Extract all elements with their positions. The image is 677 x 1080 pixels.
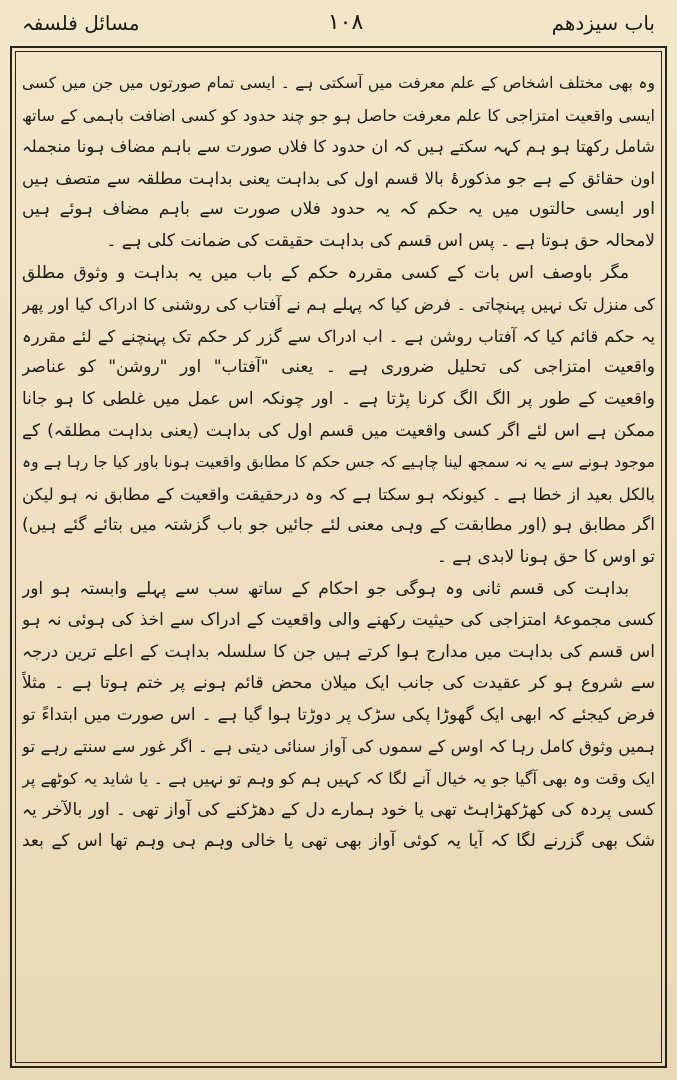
- text-line: تو اوس کا حق ہونا لابدی ہے ۔: [436, 546, 655, 567]
- text-line: ممکن ہے اس لئے اگر کسی واقعیت میں قسم اول کی بداہت (یعنی بداہت مطلقہ) کے: [22, 420, 655, 441]
- text-line: کسی پردہ کی کھڑکھڑاہٹ تھی یا خود ہمارے دل کے دھڑکنے کی آواز تھی ۔ اور بالآخر یہ: [22, 799, 655, 820]
- text-line: اس قسم کی بداہت میں مدارج ہوا کرتے ہیں جن کا سلسلہ بداہت کے اعلے ترین درجہ: [22, 641, 655, 662]
- text-line: سے شروع ہو کر عقیدت کی جانب ایک میلان محض قائم ہونے پر ختم ہوتا ہے ۔ مثلاً: [22, 673, 655, 694]
- page-header: [22, 6, 655, 40]
- text-line: اون حقائق کے ہے جو مذکورۂ بالا قسم اول کی بداہت یعنی بداہت مطلقہ سے متصف ہیں: [22, 168, 655, 188]
- book-title: مسائل فلسفہ: [22, 11, 140, 35]
- text-line: شامل رکھتا ہو ہم کہہ سکتے ہیں کہ ان حدود کا فلاں صورت سے باہم مضاف ہونا منجملہ: [22, 137, 655, 157]
- text-line: بداہت کی قسم ثانی وہ ہوگی جو احکام کے ساتھ سب سے پہلے وابستہ ہو اور: [22, 578, 629, 599]
- text-line: ایک وقت وہ بھی آگیا جو یہ خیال آنے لگا کہ کہیں ہم کو وہم تو نہیں ہے ۔ یا شاید یہ کوٹھے پر: [22, 769, 655, 789]
- text-body: [22, 68, 655, 858]
- text-line: اگر مطابق ہو (اور مطابقت کے وہی معنی لئے جائیں جو باب گزشتہ میں بتائے گئے ہیں): [22, 515, 655, 536]
- text-line: وہ بھی مختلف اشخاص کے علم معرفت میں آسکتی ہے ۔ ایسی تمام صورتوں میں جن میں کسی: [22, 74, 655, 92]
- text-line: مگر باوصف اس بات کے کسی مقررہ حکم کے باب میں یہ بداہت و وثوق مطلق: [22, 262, 629, 283]
- text-line: کی منزل تک نہیں پہنچاتی ۔ فرض کیا کہ پہلے ہم نے آفتاب کی روشنی کا ادراک کیا اور پھر: [22, 295, 655, 315]
- text-line: موجود ہونے سے یہ نہ سمجھ لینا چاہیے کہ جس حکم کا مطابق واقعیت ہونا باور کیا جا رہا ہے وہ: [22, 453, 655, 472]
- text-line: یہ حکم قائم کیا کہ آفتاب روشن ہے ۔ اب ادراک سے گزر کر حکم تک پہنچنے کے لئے مقررہ: [22, 326, 655, 346]
- text-line: کسی مجموعۂ امتزاجی کی حیثیت رکھنے والی واقعیت کے ادراک سے اخذ کی ہوئی نہ ہو: [22, 610, 655, 631]
- text-line: فرض کیجئے کہ ابھی ایک گھوڑا پکی سڑک پر دوڑتا ہوا گیا ہے ۔ اس صورت میں ابتداءً تو: [22, 704, 655, 725]
- text-line: بالکل بعید از خطا ہے ۔ کیونکہ ہو سکتا ہے کہ وہ درحقیقت واقعیت کے مطابق نہ ہو لیکن: [22, 484, 655, 504]
- text-line: واقعیت کے طور پر الگ الگ کرنا پڑتا ہے ۔ اور چونکہ اس عمل میں غلطی کا ہو جانا: [22, 388, 655, 409]
- text-line: ہمیں وثوق کامل رہا کہ اوس کے سموں کی آواز سنائی دیتی ہے ۔ اگر غور سے سنتے رہے تو: [22, 737, 655, 757]
- text-line: ایسی واقعیت امتزاجی کا علم معرفت حاصل ہو جو چند حدود کو کسی اضافت باہمی کے ساتھ: [22, 105, 655, 125]
- text-line: شک بھی گزرنے لگا کہ آیا یہ کوئی آواز بھی تھی یا خالی وہم ہی وہم تھا اس کے بعد: [22, 831, 655, 852]
- page-number: ۱۰۸: [327, 10, 364, 35]
- text-line: لامحالہ حق ہوتا ہے ۔ پس اس قسم کی بداہت حقیقت کی ضمانت کلی ہے ۔: [106, 230, 655, 251]
- text-line: اور ایسی حالتوں میں یہ حکم کہ یہ حدود فلاں صورت سے باہم مضاف ہوئے ہیں: [22, 199, 655, 220]
- text-line: واقعیت امتزاجی کی تحلیل ضروری ہے ۔ یعنی "آفتاب" اور "روشن" کو عناصر: [22, 357, 655, 378]
- chapter-heading: باب سیزدھم: [551, 11, 655, 35]
